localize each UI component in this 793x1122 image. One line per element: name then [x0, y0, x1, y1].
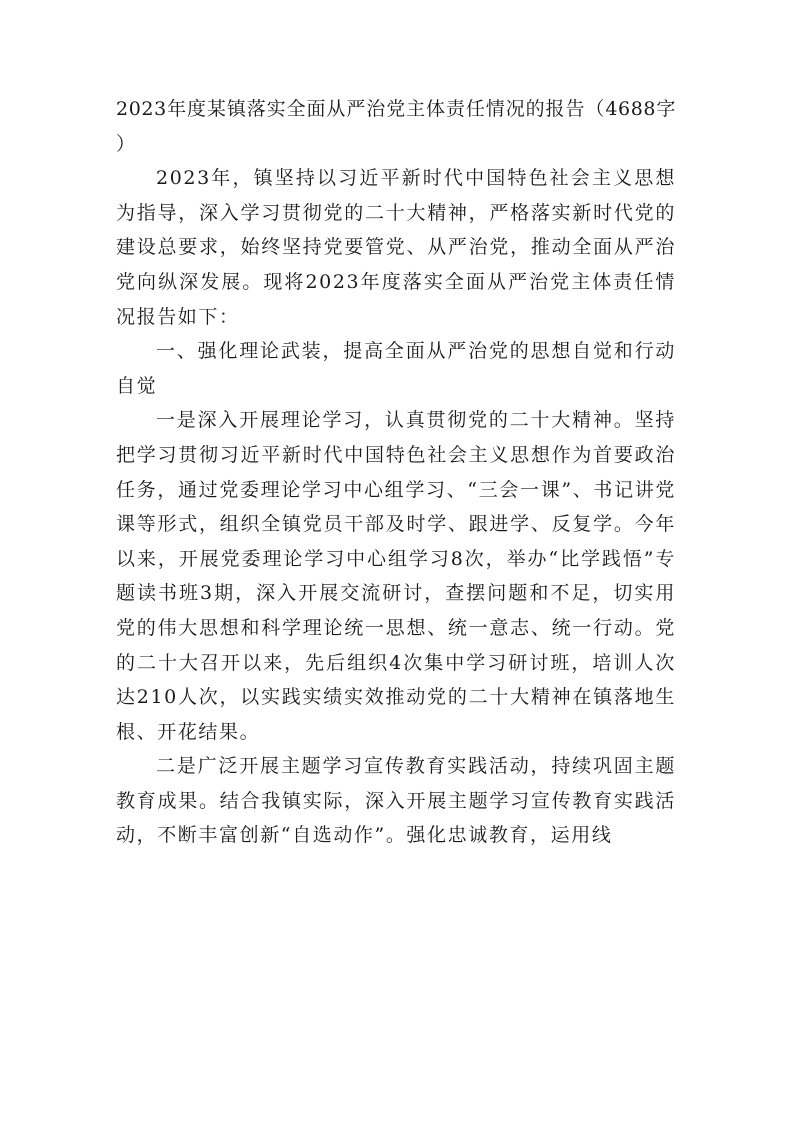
paragraph-intro: 2023年，镇坚持以习近平新时代中国特色社会主义思想为指导，深入学习贯彻党的二十大精神，严格落实新时代党的建设总要求，始终坚持党要管党、从严治党，推动全面从严治党向纵深发展。现将2023年度落实全面从严治党主体责任情况报告如下： — [116, 167, 676, 328]
paragraph-theory-study: 一是深入开展理论学习，认真贯彻党的二十大精神。坚持把学习贯彻习近平新时代中国特色社会主义思想作为首要政治任务，通过党委理论学习中心组学习、“三会一课”、书记讲党课等形式，组织全镇党员干部及时学、跟进学、反复学。今年以来，开展党委理论学习中心组学习8次，举办“比学践悟”专题读书班3期，深入开展交流研讨，查摆问题和不足，切实用党的伟大思想和科学理论统一思想、统一意志、统一行动。党的二十大召开以来，先后组织4次集中学习研讨班，培训人次达210人次，以实践实绩实效推动党的二十大精神在镇落地生根、开花结果。 — [116, 409, 676, 743]
document-title: 2023年度某镇落实全面从严治党主体责任情况的报告（4688字） — [116, 98, 676, 155]
paragraph-theme-education: 二是广泛开展主题学习宣传教育实践活动，持续巩固主题教育成果。结合我镇实际，深入开展主题学习宣传教育实践活动，不断丰富创新“自选动作”。强化忠诚教育，运用线 — [116, 755, 676, 847]
document-page — [116, 92, 676, 853]
section-heading-1: 一、强化理论武装，提高全面从严治党的思想自觉和行动自觉 — [116, 340, 676, 397]
